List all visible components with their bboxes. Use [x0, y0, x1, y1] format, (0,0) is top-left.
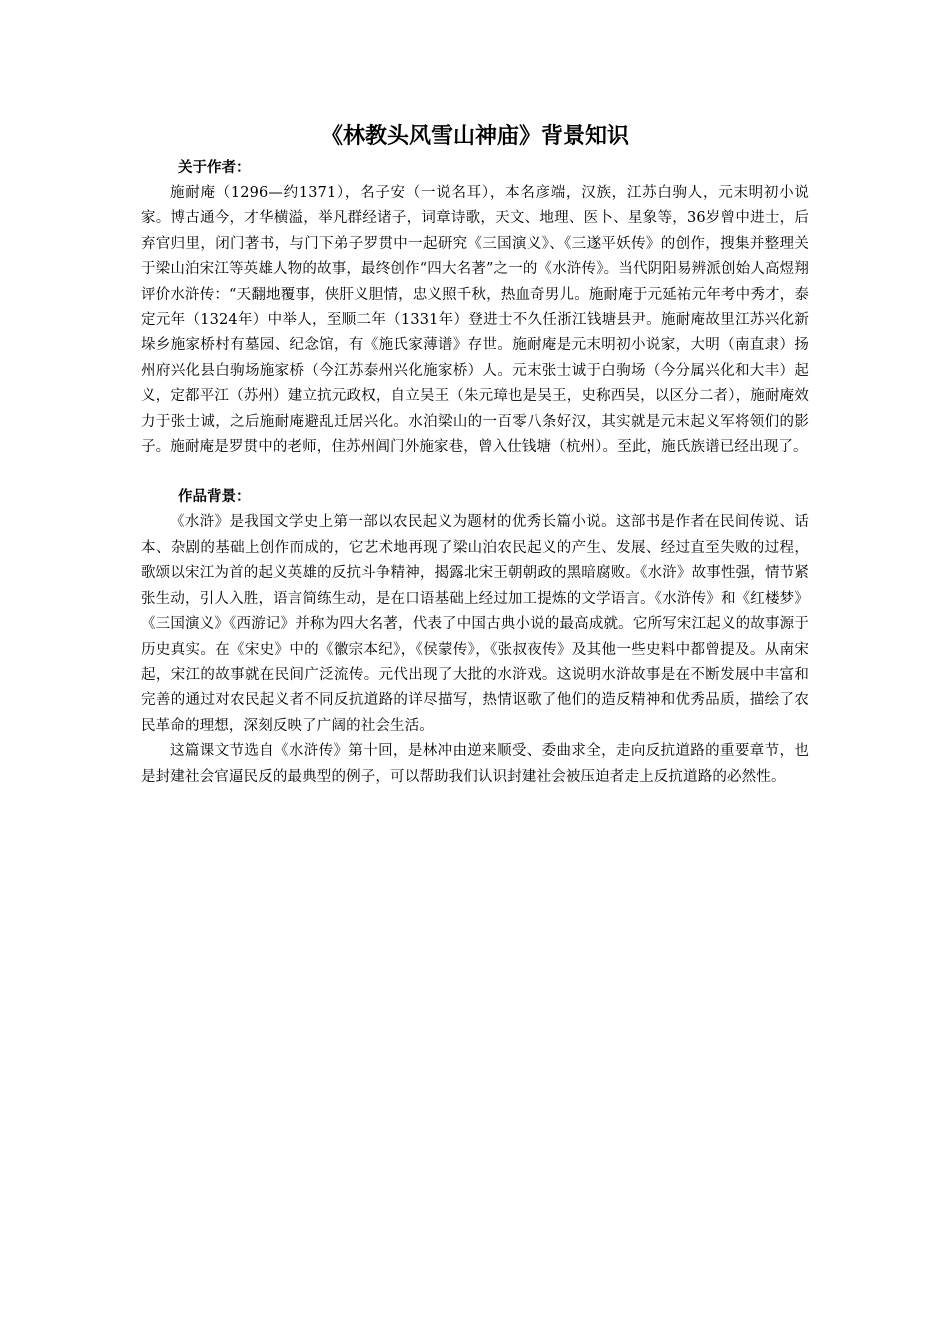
section-spacer	[141, 460, 809, 485]
author-bio-paragraph: 施耐庵（1296—约1371），名子安（一说名耳），本名彦端，汉族，江苏白驹人，元末明初小说家。博古通今，才华横溢，举凡群经诸子，词章诗歌，天文、地理、医卜、星象等，36岁曾中进士，后弃官归里，闭门著书，与门下弟子罗贯中一起研究《三国演义》、《三遂平妖传》的创作，搜集并整理关于梁山泊宋江等英雄人物的故事，最终创作“四大名著”之一的《水浒传》。当代阴阳易辨派创始人高煜翔评价水浒传：“天翻地覆事，侠肝义胆情，忠义照千秋，热血奇男儿。施耐庵于元延祐元年考中秀才，泰定元年（1324年）中举人，至顺二年（1331年）登进士不久任浙江钱塘县尹。施耐庵故里江苏兴化新垛乡施家桥村有墓园、纪念馆，有《施氏家薄谱》存世。施耐庵是元末明初小说家，大明（南直隶）扬州府兴化县白驹场施家桥（今江苏泰州兴化施家桥）人。元末张士诚于白驹场（今分属兴化和大丰）起义，定都平江（苏州）建立抗元政权，自立吴王（朱元璋也是吴王，史称西吴，以区分二者），施耐庵效力于张士诚，之后施耐庵避乱迁居兴化。水泊梁山的一百零八条好汉，其实就是元末起义军将领们的影子。施耐庵是罗贯中的老师，住苏州阊门外施家巷，曾入仕钱塘（杭州）。至此，施氏族谱已经出现了。	[141, 185, 809, 456]
lesson-excerpt-paragraph: 这篇课文节选自《水浒传》第十回，是林冲由逆来顺受、委曲求全，走向反抗道路的重要章节，也是封建社会官逼民反的最典型的例子，可以帮助我们认识封建社会被压迫者走上反抗道路的必然性。	[141, 743, 809, 785]
page-title: 《林教头风雪山神庙》背景知识	[320, 124, 629, 149]
section-heading-work-background: 作品背景：	[178, 489, 251, 506]
document-body	[141, 118, 809, 790]
work-background-paragraph: 《水浒》是我国文学史上第一部以农民起义为题材的优秀长篇小说。这部书是作者在民间传说、话本、杂剧的基础上创作而成的，它艺术地再现了梁山泊农民起义的产生、发展、经过直至失败的过程，歌颂以宋江为首的起义英雄的反抗斗争精神，揭露北宋王朝朝政的黑暗腐败。《水浒》故事性强，情节紧张生动，引人入胜，语言简练生动，是在口语基础上经过加工提炼的文学语言。《水浒传》和《红楼梦》《三国演义》《西游记》并称为四大名著，代表了中国古典小说的最高成就。它所写宋江起义的故事源于历史真实。在《宋史》中的《徽宗本纪》，《侯蒙传》，《张叔夜传》及其他一些史料中都曾提及。从南宋起，宋江的故事就在民间广泛流传。元代出现了大批的水浒戏。这说明水浒故事是在不断发展中丰富和完善的通过对农民起义者不同反抗道路的详尽描写，热情讴歌了他们的造反精神和优秀品质，描绘了农民革命的理想，深刻反映了广阔的社会生活。	[141, 514, 809, 734]
section-heading-about-author: 关于作者：	[178, 160, 251, 176]
